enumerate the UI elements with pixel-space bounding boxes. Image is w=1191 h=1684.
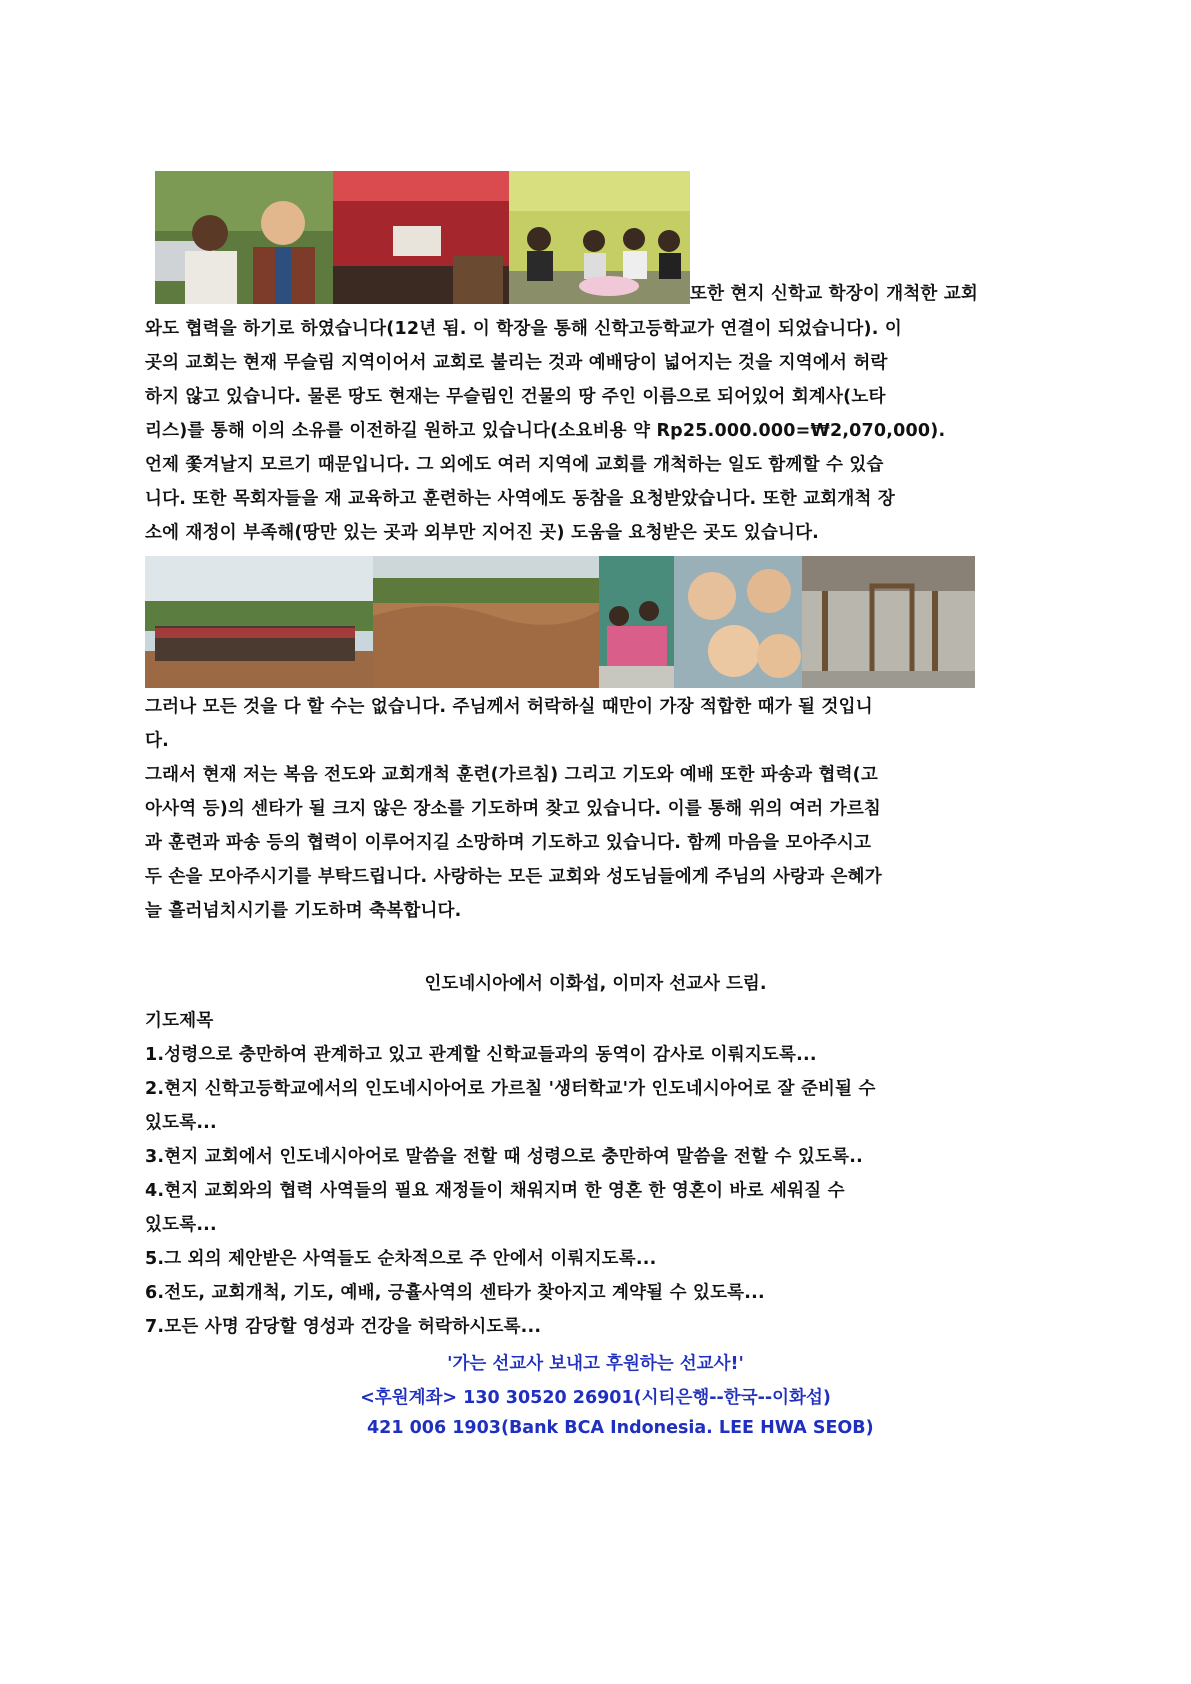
closing-line: 아사역 등)의 센타가 될 크지 않은 장소를 기도하며 찾고 있습니다. 이를 통해 위의 여러 가르침 [145,799,882,819]
account-indonesia: 421 006 1903(Bank BCA Indonesia. LEE HWA SEOB) [367,1418,874,1438]
photo-meeting-room [509,171,690,304]
slogan: '가는 선교사 보내고 후원하는 선교사!' [447,1354,744,1374]
intro-line: 소에 재정이 부족해(땅만 있는 곳과 외부만 지어진 곳) 도움을 요청받은 곳도 있습니다. [145,523,820,543]
closing-line: 과 훈련과 파송 등의 협력이 이루어지길 소망하며 기도하고 있습니다. 함께 마음을 모아주시고 [145,833,872,853]
intro-line: 곳의 교회는 현재 무슬림 지역이어서 교회로 불리는 것과 예배당이 넓어지는 것을 지역에서 허락 [145,353,888,373]
prayer-title: 기도제목 [145,1011,214,1031]
intro-line: 언제 쫓겨날지 모르기 때문입니다. 그 외에도 여러 지역에 교회를 개척하는 일도 함께할 수 있습 [145,455,884,475]
photo-smiling-boys [674,556,802,688]
prayer-item: 7.모든 사명 감당할 영성과 건강을 허락하시도록... [145,1317,542,1337]
prayer-item: 있도록... [145,1113,217,1133]
intro-line: 리스)를 통해 이의 소유를 이전하길 원하고 있습니다(소요비용 약 Rp25.000.000=₩2,070,000). [145,421,946,441]
photo-church-frame [802,556,975,688]
intro-paragraph [145,312,945,550]
photo-two-men-outdoors [155,171,333,304]
photo-group-on-land [145,556,373,688]
closing-line: 두 손을 모아주시기를 부탁드립니다. 사랑하는 모든 교회와 성도님들에게 주님의 사랑과 은혜가 [145,867,882,887]
intro-line: 니다. 또한 목회자들을 재 교육하고 훈련하는 사역에도 동참을 요청받았습니다. 또한 교회개척 장 [145,489,896,509]
prayer-item: 1.성령으로 충만하여 관계하고 있고 관계할 신학교들과의 동역이 감사로 이뤄지도록... [145,1045,817,1065]
closing-line: 그래서 현재 저는 복음 전도와 교회개척 훈련(가르침) 그리고 기도와 예배 또한 파송과 협력(고 [145,765,878,785]
photo-children-group [599,556,674,688]
closing-line: 다. [145,731,169,751]
closing-line: 그러나 모든 것을 다 할 수는 없습니다. 주님께서 허락하실 때만이 가장 적합한 때가 될 것입니 [145,697,873,717]
prayer-item: 4.현지 교회와의 협력 사역들의 필요 재정들이 채워지며 한 영혼 한 영혼이 바로 세워질 수 [145,1181,845,1201]
photo-cleared-land [373,556,599,688]
intro-first-line-tail: 또한 현지 신학교 학장이 개척한 교회 [690,284,979,304]
prayer-item: 3.현지 교회에서 인도네시아어로 말씀을 전할 때 성령으로 충만하여 말씀을 전할 수 있도록.. [145,1147,863,1167]
intro-line: 하지 않고 있습니다. 물론 땅도 현재는 무슬림인 건물의 땅 주인 이름으로 되어있어 회계사(노타 [145,387,886,407]
prayer-item: 있도록... [145,1215,217,1235]
intro-line: 와도 협력을 하기로 하였습니다(12년 됨. 이 학장을 통해 신학고등학교가 연결이 되었습니다). 이 [145,319,902,339]
prayer-list [145,1004,876,1344]
closing-paragraph [145,690,882,928]
prayer-item: 6.전도, 교회개척, 기도, 예배, 긍휼사역의 센타가 찾아지고 계약될 수 있도록... [145,1283,765,1303]
account-korea: <후원계좌> 130 30520 26901(시티은행--한국--이화섭) [360,1388,831,1408]
closing-line: 늘 흘러넘치시기를 기도하며 축복합니다. [145,901,462,921]
signature: 인도네시아에서 이화섭, 이미자 선교사 드림. [424,974,767,994]
prayer-item: 2.현지 신학고등학교에서의 인도네시아어로 가르칠 '생터학교'가 인도네시아어로 잘 준비될 수 [145,1079,876,1099]
prayer-item: 5.그 외의 제안받은 사역들도 순차적으로 주 안에서 이뤄지도록... [145,1249,657,1269]
photo-church-interior [333,171,509,304]
